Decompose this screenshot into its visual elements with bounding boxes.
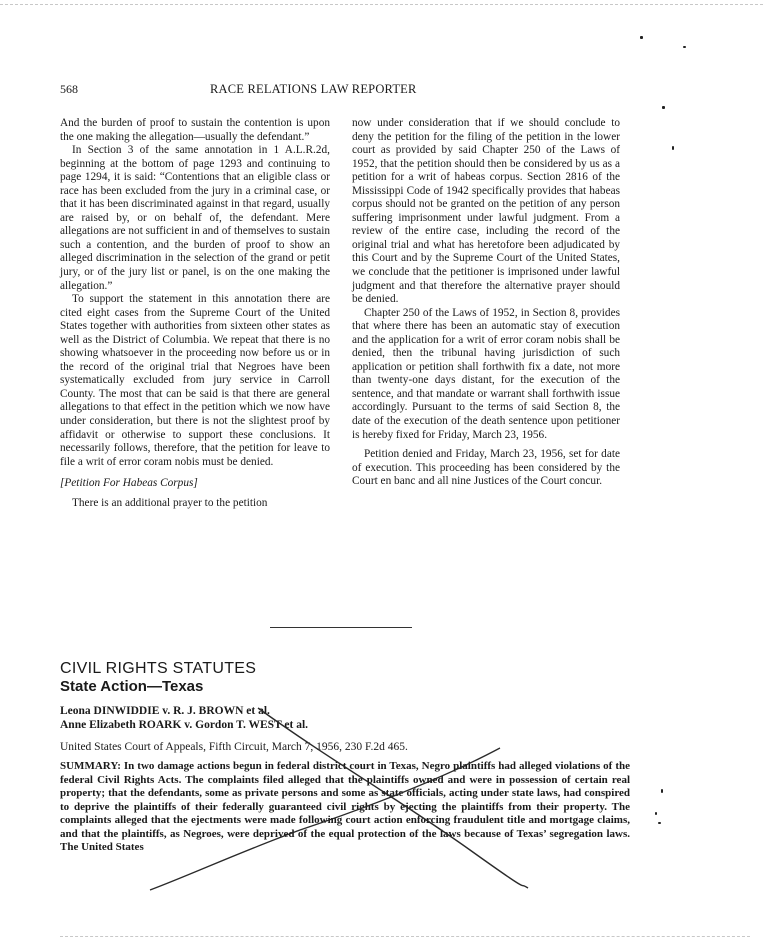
party-line-1: Leona DINWIDDIE v. R. J. BROWN et al.	[60, 705, 270, 717]
case-parties	[60, 704, 630, 732]
habeas-corpus-subheading: [Petition For Habeas Corpus]	[60, 477, 198, 490]
civil-rights-statutes-section	[60, 660, 630, 855]
margin-speck	[658, 822, 661, 824]
right-paragraph-1: now under consideration that if we should conclude to deny the petition for the filing of the petition in the lower court as provided by said Chapter 250 of the Laws of 1952, that the petition should then be considered by us as a petition for a writ of habeas corpus. Section 2816 of the Mississippi Code of 1942 specifically provides that habeas corpus should not be granted on the petition of any person suffering imprisonment under lawful judgment. From a review of the entire case, including the record of the original trial and what has heretofore been adjudicated by this Court and by the Supreme Court of the United States, we conclude that the petitioner is imprisoned under lawful judgment and that therefore the alternative prayer should be denied.	[352, 117, 620, 306]
right-paragraph-3: Petition denied and Friday, March 23, 1956, set for date of execution. This proceeding has been considered by the Court en banc and all nine Justices of the Court concur.	[352, 448, 620, 488]
margin-speck	[661, 789, 663, 793]
section-divider	[270, 627, 412, 628]
margin-speck	[655, 812, 657, 815]
scan-top-edge	[0, 4, 763, 5]
right-column	[352, 117, 620, 489]
section-subtitle: State Action—Texas	[60, 678, 204, 695]
party-line-2: Anne Elizabeth ROARK v. Gordon T. WEST et al.	[60, 719, 309, 731]
right-paragraph-2: Chapter 250 of the Laws of 1952, in Section 8, provides that where there has been an automatic stay of execution and the application for a writ of error coram nobis shall be denied, then the tribunal having jurisdiction of such application or petition shall forthwith fix a date, not more than twenty-one days distant, for the execution of the sentence, and that mandate or warrant shall forthwith issue accordingly. Pursuant to the terms of said Section 8, the date of the execution of the death sentence upon petitioner is hereby fixed for Friday, March 23, 1956.	[352, 306, 620, 441]
court-citation: United States Court of Appeals, Fifth Circuit, March 7, 1956, 230 F.2d 465.	[60, 741, 408, 753]
left-paragraph-4: There is an additional prayer to the petition	[72, 496, 268, 509]
left-paragraph-3: To support the statement in this annotation there are cited eight cases from the Supreme Court of the United States together with authorities from sixteen other states as well as the District of Columbia. We repeat that there is no showing whatsoever in the proceeding now before us or in the record of the original trial that Negroes have been systematically excluded from jury service in Carroll County. The most that can be said is that there are general allegations to that effect in the petition which we now have under consideration, but there is not the slightest proof by affidavit or otherwise to support these conclusions. It necessarily follows, therefore, that the petition for leave to file a writ of error coram nobis must be denied.	[60, 293, 330, 468]
left-paragraph-2: In Section 3 of the same annotation in 1 A.L.R.2d, beginning at the bottom of page 1293 and continuing to page 1294, it is said: “Contentions that an eligible class or race has been excluded from the jury in a criminal case, or that it has been discriminated against in that regard, usually are raised by, or on behalf of, the defendant. Mere allegations are not sufficient in and of themselves to sustain such a contention, and the burden of proof to show an alleged discrimination in the selection of the grand or petit jury, or of the jury list or panel, is on the one making the allegation.”	[60, 144, 330, 292]
margin-speck	[662, 106, 665, 109]
left-column	[60, 117, 330, 510]
section-title: CIVIL RIGHTS STATUTES	[60, 660, 257, 677]
running-title: RACE RELATIONS LAW REPORTER	[210, 82, 417, 96]
margin-speck	[640, 36, 643, 39]
page-number: 568	[60, 82, 78, 96]
case-summary: SUMMARY: In two damage actions begun in federal district court in Texas, Negro plaintiffs had alleged violations of the federal Civil Rights Acts. The complaints filed alleged that the plaintiffs owned and were in possession of certain real property; that the defendants, some as private persons and some as state officials, acting under state laws, had conspired to deprive the plaintiffs of their federally guaranteed civil rights by ejecting the plaintiffs from their property. The complaints alleged that the ejectments were made following court action enforcing fraudulent title and mortgage claims, and that the plaintiffs, as Negroes, were deprived of the equal protection of the laws because of Texas’ segregation laws. The United States	[60, 760, 630, 853]
scan-bottom-edge	[60, 936, 750, 937]
margin-speck	[683, 46, 686, 48]
page-header	[60, 82, 630, 98]
left-paragraph-1: And the burden of proof to sustain the contention is upon the one making the allegation—usually the defendant.”	[60, 117, 330, 143]
margin-speck	[672, 146, 674, 150]
